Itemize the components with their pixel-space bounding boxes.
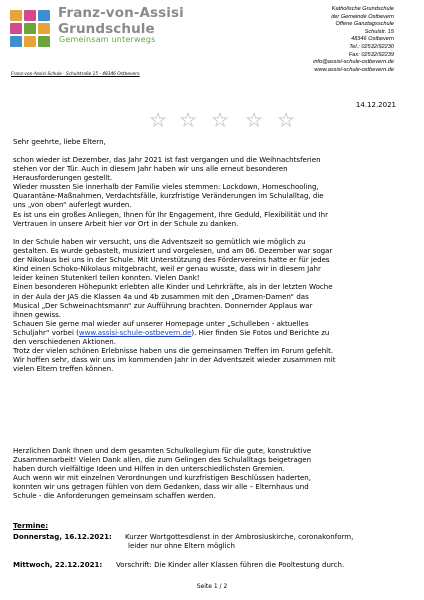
termin-text: Kurzer Wortgottesdienst in der Ambrosiuskirche, coronakonform, bbox=[125, 532, 354, 541]
sender-line: Franz-von-Assisi-Schule · Schulstraße 15 · 48346 Ostbevern bbox=[11, 72, 140, 77]
logo-square-orange bbox=[10, 10, 22, 21]
termin-text: Vorschrift: Die Kinder aller Klassen führen die Pooltestung durch. bbox=[116, 560, 345, 569]
termin-item bbox=[13, 560, 344, 569]
address-line: Katholische Grundschule bbox=[331, 6, 394, 12]
logo-square-green-2 bbox=[38, 36, 50, 47]
logo-square-orange-2 bbox=[38, 23, 50, 34]
star-icon: ★ bbox=[212, 110, 229, 131]
termin-date: Mittwoch, 22.12.2021: bbox=[13, 560, 103, 569]
homepage-link[interactable]: www.assisi-schule-ostbevern.de bbox=[78, 327, 192, 337]
decorative-stars bbox=[150, 112, 300, 132]
paragraph-advent-text-end: ). Hier finden Sie Fotos und Berichte zu den verschiedenen Aktionen. Trotz der vielen schönen Erlebnisse haben uns die gemeinsamen Treffen im Forum gefehlt. Wir hoffen sehr, dass wir uns im kommenden Jahr in der Adventszeit wieder zusammen mit vielen Eltern treffen können. bbox=[13, 327, 336, 374]
termin-item bbox=[13, 532, 353, 541]
address-line: der Gemeinde Ostbevern bbox=[331, 13, 394, 20]
paragraph-advent bbox=[13, 237, 413, 373]
school-name bbox=[58, 5, 184, 37]
address-line: Tel.: 02532/92230 bbox=[349, 43, 394, 50]
address-line: 48346 Ostbevern bbox=[351, 36, 394, 43]
address-website[interactable]: www.assisi-schule-ostbevern.de bbox=[314, 66, 394, 73]
logo-square-green bbox=[24, 23, 36, 34]
school-name-line1: Franz-von-Assisi bbox=[58, 5, 184, 21]
star-icon: ★ bbox=[278, 110, 295, 131]
page-number: Seite 1 / 2 bbox=[196, 583, 228, 590]
logo-square-pink-2 bbox=[10, 23, 22, 34]
address-line: Schulstr. 15 bbox=[364, 28, 394, 35]
star-icon: ★ bbox=[180, 110, 197, 131]
star-icon: ★ bbox=[150, 110, 167, 131]
school-tagline: Gemeinsam unterwegs bbox=[59, 35, 156, 44]
salutation: Sehr geehrte, liebe Eltern, bbox=[13, 137, 106, 146]
letter-date: 14.12.2021 bbox=[355, 101, 396, 109]
termin-text-continued: leider nur ohne Eltern möglich bbox=[128, 541, 235, 550]
logo-square-blue-2 bbox=[10, 36, 22, 47]
logo-square-blue bbox=[38, 10, 50, 21]
address-email[interactable]: info@assisi-schule-ostbevern.de bbox=[313, 59, 394, 66]
logo-square-pink bbox=[24, 10, 36, 21]
school-logo bbox=[10, 10, 52, 48]
school-name-line2: Grundschule bbox=[58, 21, 155, 37]
termine-heading: Termine: bbox=[13, 521, 49, 530]
star-icon: ★ bbox=[246, 110, 263, 131]
paragraph-advent-text: In der Schule haben wir versucht, uns die Adventszeit so gemütlich wie möglich zu gestalten. Es wurde gebastelt, musiziert und vorgelesen, und am 06. Dezember war sogar der Nikolaus bei uns in der Schule. Mit Unterstützung des Fördervereins hatte er für jedes Kind einen Schoko-Nikolaus mitgebracht, weil er genau wusste, dass wir in diesem Jahr leider keinen Stutenkerl teilen konnten. Vielen Dank! Einen besonderen Höhepunkt erlebten alle Kinder und Lehrkräfte, als in der letzten Woche in der Aula der JAS die Klassen 4a und 4b zusammen mit den „Dramen-Damen“ das Musical „Der Schweinachtsmann“ zur Aufführung brachten. Donnernder Applaus war ihnen gewiss. Schauen Sie gerne mal wieder auf unserer Homepage unter „Schulleben - aktuelles Schuljahr“ vorbei ( bbox=[13, 237, 333, 337]
paragraph-thanks: Herzlichen Dank Ihnen und dem gesamten Schulkollegium für die gute, konstruktive Zusammenarbeit! Vielen Dank allen, die zum Gelingen des Schulalltags beigetragen haben durch vielfältige Ideen und Hilfen in den unterschiedlichsten Gremien. Auch wenn wir mit einzelnen Verordnungen und kurzfristigen Beschlüssen haderten, konnten wir uns getragen fühlen von dem Gedanken, dass wir alle – Elternhaus und Schule - die Anforderungen gemeinsam schaffen werden. bbox=[13, 446, 312, 501]
address-block bbox=[244, 6, 394, 74]
logo-square-orange-3 bbox=[24, 36, 36, 47]
paragraph-intro: schon wieder ist Dezember, das Jahr 2021 ist fast vergangen und die Weihnachtsferien stehen vor der Tür. Auch in diesem Jahr haben wir uns alle erneut besonderen Herausforderungen gestellt. Wieder mussten Sie innerhalb der Familie vieles stemmen: Lockdown, Homeschooling, Quarantäne-Maßnahmen, Verdachtsfälle, kurzfristige Veränderungen im Schulalltag, die uns „von oben“ auferlegt wurden. Es ist uns ein großes Anliegen, Ihnen für Ihr Engagement, Ihre Geduld, Flexibilität und Ihr Vertrauen in unsere Arbeit hier vor Ort in der Schule zu danken. bbox=[13, 155, 328, 228]
termin-date: Donnerstag, 16.12.2021: bbox=[13, 532, 112, 541]
address-line: Fax: 02532/92239 bbox=[348, 51, 394, 58]
address-line: Offene Ganztagsschule bbox=[335, 21, 394, 28]
